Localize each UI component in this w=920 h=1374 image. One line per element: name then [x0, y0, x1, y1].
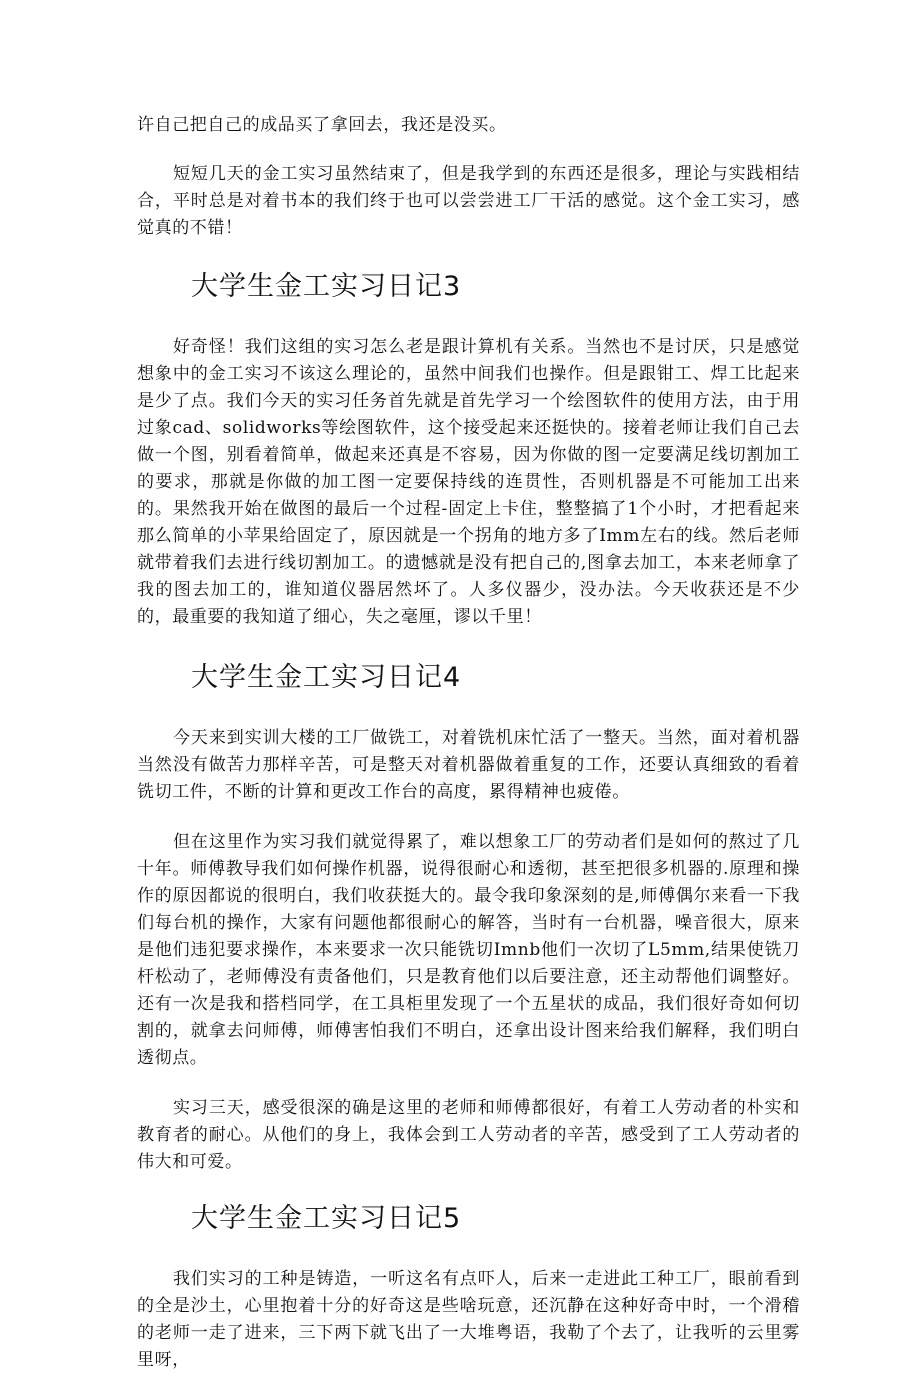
paragraph: 我们实习的工种是铸造，一听这名有点吓人，后来一走进此工种工厂，眼前看到的全是沙土，心里抱着十分的好奇这是些啥玩意，还沉静在这种好奇中时，一个滑稽的老师一走了进来，三下两下就飞出了一大堆粤语，我勒了个去了，让我听的云里雾里呀，: [137, 1269, 800, 1370]
section-heading: 大学生金工实习日记3: [191, 271, 462, 302]
section-heading: 大学生金工实习日记4: [191, 662, 462, 693]
paragraph: 今天来到实训大楼的工厂做铣工，对着铣机床忙活了一整天。当然，面对着机器当然没有做苦力那样辛苦，可是整天对着机器做着重复的工作，还要认真细致的看着铣切工件，不断的计算和更改工作台的高度，累得精神也疲倦。: [137, 728, 800, 802]
paragraph: 许自己把自己的成品买了拿回去，我还是没买。: [137, 115, 507, 135]
paragraph: 好奇怪！我们这组的实习怎么老是跟计算机有关系。当然也不是讨厌，只是感觉想象中的金工实习不该这么理论的，虽然中间我们也操作。但是跟钳工、焊工比起来是少了点。我们今天的实习任务首先就是首先学习一个绘图软件的使用方法，由于用过象cad、solidworks等绘图软件，这个接受起来还挺快的。接着老师让我们自己去做一个图，别看着简单，做起来还真是不容易，因为你做的图一定要满足线切割加工的要求，那就是你做的加工图一定要保持线的连贯性，否则机器是不可能加工出来的。果然我开始在做图的最后一个过程-固定上卡住，整整搞了1个小时，才把看起来那么简单的小苹果给固定了，原因就是一个拐角的地方多了Imm左右的线。然后老师就带着我们去进行线切割加工。的遗憾就是没有把自己的,图拿去加工，本来老师拿了我的图去加工的，谁知道仪器居然坏了。人多仪器少，没办法。今天收获还是不少的，最重要的我知道了细心，失之毫厘，谬以千里！: [137, 337, 800, 627]
paragraph: 但在这里作为实习我们就觉得累了，难以想象工厂的劳动者们是如何的熬过了几十年。师傅教导我们如何操作机器，说得很耐心和透彻，甚至把很多机器的.原理和操作的原因都说的很明白，我们收获挺大的。最令我印象深刻的是,师傅偶尔来看一下我们每台机的操作，大家有问题他都很耐心的解答，当时有一台机器，噪音很大，原来是他们违犯要求操作，本来要求一次只能铣切Imnb他们一次切了L5mm,结果使铣刀杆松动了，老师傅没有责备他们，只是教育他们以后要注意，还主动帮他们调整好。还有一次是我和搭档同学，在工具柜里发现了一个五星状的成品，我们很好奇如何切割的，就拿去问师傅，师傅害怕我们不明白，还拿出设计图来给我们解释，我们明白透彻点。: [137, 832, 800, 1068]
section-heading: 大学生金工实习日记5: [191, 1203, 462, 1234]
paragraph: 短短几天的金工实习虽然结束了，但是我学到的东西还是很多，理论与实践相结合，平时总是对着书本的我们终于也可以尝尝进工厂干活的感觉。这个金工实习，感觉真的不错！: [137, 164, 800, 238]
paragraph: 实习三天，感受很深的确是这里的老师和师傅都很好，有着工人劳动者的朴实和教育者的耐心。从他们的身上，我体会到工人劳动者的辛苦，感受到了工人劳动者的伟大和可爱。: [137, 1098, 800, 1172]
